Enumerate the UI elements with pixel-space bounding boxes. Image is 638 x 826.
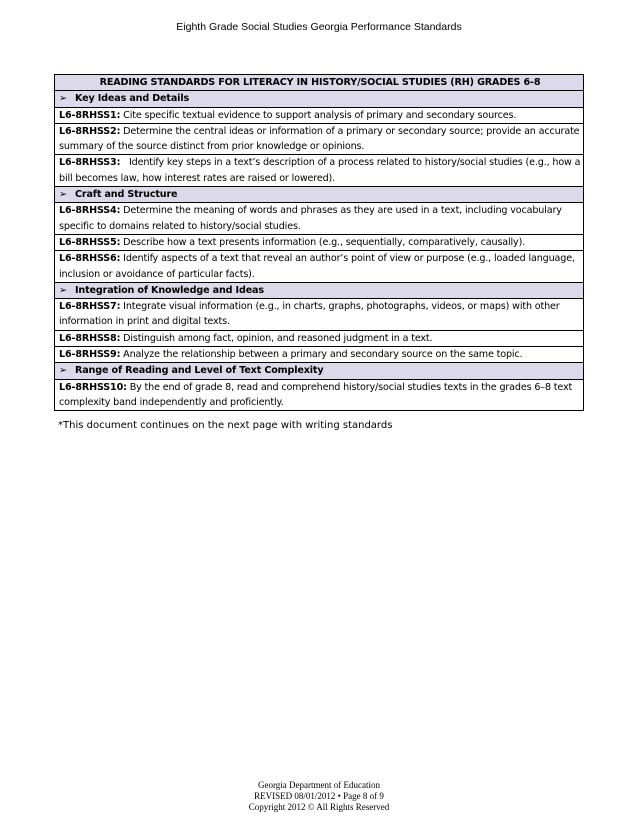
standard-code: L6-8RHSS5: bbox=[59, 236, 121, 248]
standard-row bbox=[55, 203, 584, 235]
section-heading-label: Integration of Knowledge and Ideas bbox=[75, 284, 264, 296]
page-header: Eighth Grade Social Studies Georgia Performance Standards bbox=[176, 21, 462, 33]
standard-code: L6-8RHSS10: bbox=[59, 381, 127, 393]
standard-text: Determine the central ideas or information of a primary or secondary source; provide an accurate summary of the source distinct from prior knowledge or opinions. bbox=[59, 125, 580, 153]
arrow-bullet-icon: ➢ bbox=[59, 365, 67, 377]
footer-department: Georgia Department of Education bbox=[257, 780, 381, 790]
section-heading bbox=[55, 282, 584, 298]
standard-text: Identify aspects of a text that reveal an author’s point of view or purpose (e.g., loaded language, inclusion or avoidance of particular facts). bbox=[59, 253, 575, 280]
section-heading-label: Range of Reading and Level of Text Complexity bbox=[75, 365, 324, 377]
standard-text: Distinguish among fact, opinion, and reasoned judgment in a text. bbox=[120, 332, 433, 344]
standard-code: L6-8RHSS3: bbox=[59, 157, 121, 169]
standard-code: L6-8RHSS8: bbox=[59, 332, 121, 344]
section-heading bbox=[55, 91, 584, 107]
standard-text: Integrate visual information (e.g., in charts, graphs, photographs, videos, or maps) with other information in print and digital texts. bbox=[59, 301, 560, 328]
standard-code: L6-8RHSS2: bbox=[59, 125, 121, 137]
standard-text: Cite specific textual evidence to support analysis of primary and secondary sources. bbox=[120, 109, 517, 121]
arrow-bullet-icon: ➢ bbox=[59, 189, 67, 201]
standard-code: L6-8RHSS7: bbox=[59, 301, 121, 313]
standard-text: Analyze the relationship between a primary and secondary source on the same topic. bbox=[120, 349, 523, 361]
standard-code: L6-8RHSS4: bbox=[59, 205, 121, 217]
standard-row bbox=[55, 347, 584, 363]
section-heading bbox=[55, 187, 584, 203]
footer-revision: REVISED 08/01/2012 • Page 8 of 9 bbox=[254, 790, 384, 801]
standard-row bbox=[55, 330, 584, 346]
standard-text: Describe how a text presents information (e.g., sequentially, comparatively, causally). bbox=[120, 236, 526, 248]
section-heading-label: Craft and Structure bbox=[75, 189, 178, 201]
arrow-bullet-icon: ➢ bbox=[59, 93, 67, 105]
arrow-bullet-icon: ➢ bbox=[59, 284, 67, 296]
section-heading bbox=[55, 363, 584, 379]
footer-copyright: Copyright 2012 © All Rights Reserved bbox=[248, 801, 390, 812]
standard-text: Identify key steps in a text’s description of a process related to history/social studies (e.g., how a bill becomes law, how interest rates are raised or lowered). bbox=[59, 157, 584, 184]
standard-row bbox=[55, 379, 584, 411]
standard-code: L6-8RHSS9: bbox=[59, 349, 121, 361]
standards-table bbox=[54, 74, 584, 411]
standard-text: Determine the meaning of words and phrases as they are used in a text, including vocabulary specific to domains related to history/social studies. bbox=[59, 205, 562, 232]
standard-text: By the end of grade 8, read and comprehend history/social studies texts in the grades 6–8 text complexity band independently and proficiently. bbox=[59, 381, 573, 408]
standard-row bbox=[55, 155, 584, 187]
standard-row bbox=[55, 299, 584, 331]
continuation-note: *This document continues on the next page with writing standards bbox=[58, 420, 393, 431]
standard-code: L6-8RHSS6: bbox=[59, 253, 121, 265]
standard-row bbox=[55, 234, 584, 250]
standard-row bbox=[55, 251, 584, 283]
standard-row bbox=[55, 123, 584, 155]
table-title: READING STANDARDS FOR LITERACY IN HISTORY/SOCIAL STUDIES (RH) GRADES 6-8 bbox=[55, 75, 584, 91]
standard-row bbox=[55, 107, 584, 123]
standard-code: L6-8RHSS1: bbox=[59, 109, 121, 121]
section-heading-label: Key Ideas and Details bbox=[75, 93, 190, 105]
page-footer bbox=[0, 780, 638, 812]
